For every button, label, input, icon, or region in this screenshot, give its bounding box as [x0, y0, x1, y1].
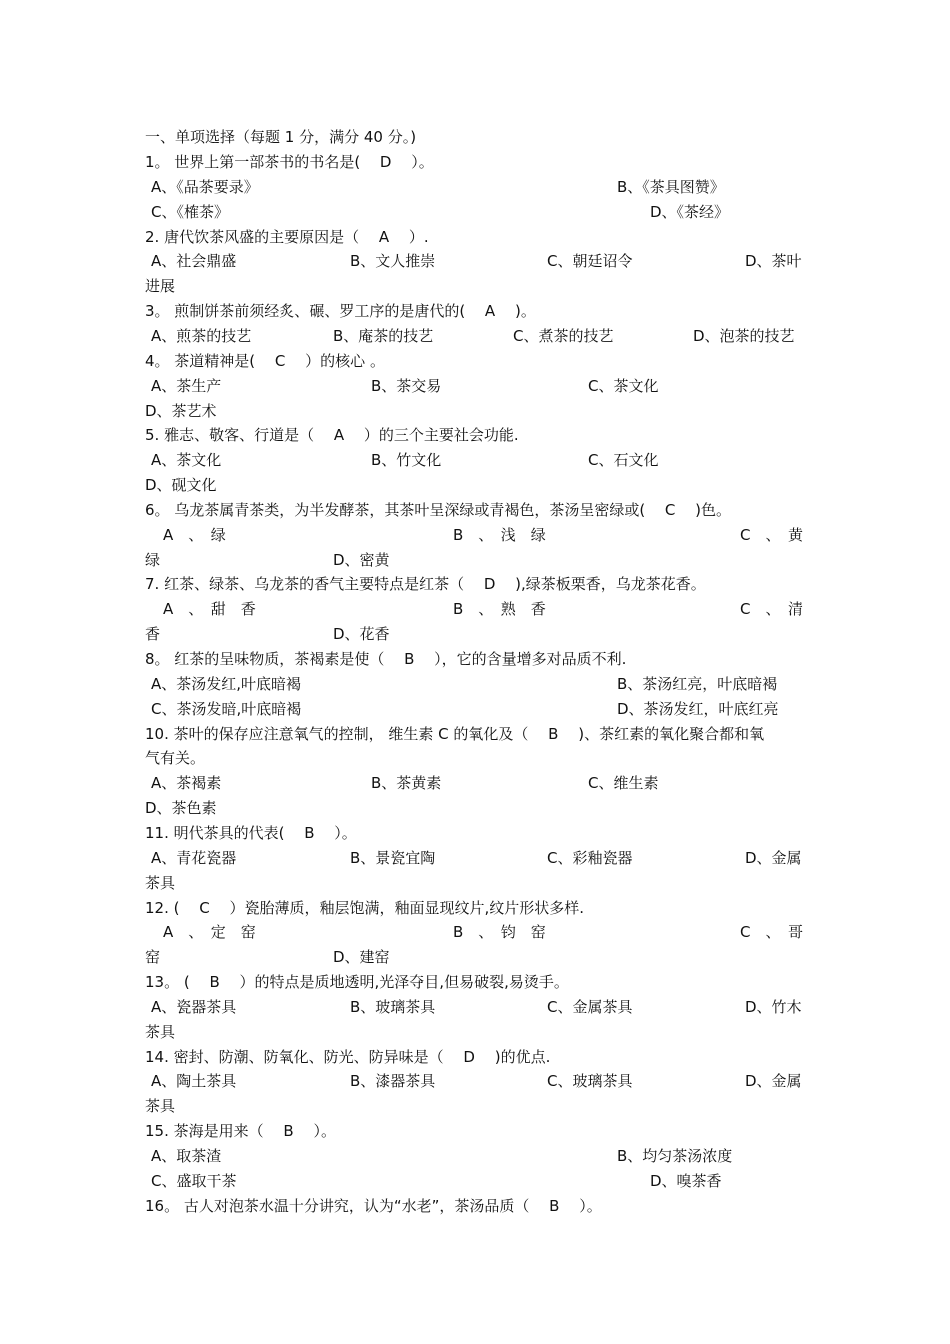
text-line — [145, 175, 805, 200]
line-text: 13。 ( B ）的特点是质地透明,光泽夺目,但易破裂,易烫手。 — [145, 973, 569, 992]
option-text: A 、 定 窑 — [163, 923, 256, 942]
option-text: C、《榷茶》 — [151, 202, 229, 221]
section-heading: 一、单项选择（每题 1 分，满分 40 分。) — [145, 128, 417, 146]
option-text: D、泡茶的技艺 — [693, 326, 795, 345]
option-text: D、茶汤发红，叶底红亮 — [617, 699, 779, 718]
text-line — [145, 622, 805, 647]
text-line — [145, 1045, 805, 1070]
text-line — [145, 225, 805, 250]
line-text: 8。 红茶的呈味物质，茶褐素是使（ B ），它的含量增多对品质不利. — [145, 650, 627, 668]
option-text: A、社会鼎盛 — [151, 252, 237, 271]
line-text: 5. 雅志、敬客、行道是（ A ）的三个主要社会功能. — [145, 426, 519, 445]
line-text: 16。 古人对泡茶水温十分讲究，认为“水老”，茶汤品质（ B ）。 — [145, 1196, 602, 1215]
option-text: A 、 绿 — [163, 525, 226, 544]
text-line — [145, 672, 805, 697]
line-text: D、茶色素 — [145, 799, 217, 818]
option-text: A 、 甜 香 — [163, 600, 256, 619]
text-line — [145, 1069, 805, 1094]
option-text: B、茶交易 — [371, 376, 442, 395]
option-text: A、青花瓷器 — [151, 848, 237, 867]
option-text: C、煮茶的技艺 — [513, 326, 614, 345]
text-line — [145, 374, 805, 399]
text-line — [145, 1094, 805, 1119]
option-text: A、取茶渣 — [151, 1147, 222, 1165]
text-line — [145, 1020, 805, 1045]
text-line — [145, 399, 805, 424]
line-text: 茶具 — [145, 873, 176, 892]
text-line — [145, 523, 805, 548]
line-text: 3。 煎制饼茶前须经炙、碾、罗工序的是唐代的( A )。 — [145, 302, 536, 321]
option-text: D、竹木 — [745, 997, 802, 1016]
line-text: 11. 明代茶具的代表( B ）。 — [145, 823, 357, 842]
option-text: B、庵茶的技艺 — [333, 326, 434, 345]
text-line — [145, 821, 805, 846]
text-line — [145, 746, 805, 771]
text-line — [145, 697, 805, 722]
option-text: D、建窑 — [333, 948, 390, 967]
option-text: B 、 浅 绿 — [453, 525, 546, 544]
text-line — [145, 871, 805, 896]
text-line — [145, 548, 805, 573]
text-line — [145, 150, 805, 175]
option-text: C 、 清 — [740, 600, 803, 619]
line-text: 7. 红茶、绿茶、乌龙茶的香气主要特点是红茶（ D ),绿茶板栗香，乌龙茶花香。 — [145, 575, 706, 594]
option-text: 香 — [145, 625, 161, 644]
option-text: C、茶文化 — [588, 376, 659, 395]
text-line — [145, 896, 805, 921]
option-text: B、玻璃茶具 — [350, 997, 436, 1016]
text-line — [145, 1194, 805, 1219]
option-text: D、嗅茶香 — [650, 1171, 722, 1190]
option-text: D、《茶经》 — [650, 202, 730, 221]
text-line — [145, 200, 805, 225]
line-text: 6。 乌龙茶属青茶类，为半发酵茶，其茶叶呈深绿或青褐色，茶汤呈密绿或( C )色。 — [145, 500, 732, 519]
option-text: B、竹文化 — [371, 451, 442, 470]
option-text: B、《茶具图赞》 — [617, 177, 725, 196]
option-text: C、石文化 — [588, 451, 659, 470]
option-text: C、玻璃茶具 — [547, 1072, 633, 1091]
option-text: C、彩釉瓷器 — [547, 848, 633, 867]
text-line — [145, 299, 805, 324]
option-text: C、茶汤发暗,叶底暗褐 — [151, 699, 302, 718]
line-text: D、茶艺术 — [145, 401, 217, 420]
option-text: A、茶生产 — [151, 376, 222, 395]
line-text: 气有关。 — [145, 749, 206, 768]
option-text: D、密黄 — [333, 550, 390, 569]
text-line — [145, 349, 805, 374]
text-line — [145, 448, 805, 473]
text-line — [145, 647, 805, 672]
text-line — [145, 846, 805, 871]
line-text: 12. ( C ）瓷胎薄质，釉层饱满，釉面显现纹片,纹片形状多样. — [145, 898, 585, 917]
text-line — [145, 274, 805, 299]
text-line — [145, 1144, 805, 1169]
option-text: C 、 哥 — [740, 923, 803, 942]
option-text: A、《品茶要录》 — [151, 177, 259, 196]
option-text: B、茶黄素 — [371, 774, 442, 793]
option-text: D、金属 — [745, 848, 802, 867]
option-text: A、茶褐素 — [151, 774, 222, 793]
option-text: B、景瓷宜陶 — [350, 848, 436, 867]
text-line — [145, 796, 805, 821]
option-text: 绿 — [145, 550, 161, 569]
text-line — [145, 771, 805, 796]
option-text: 窑 — [145, 948, 161, 967]
option-text: B 、 熟 香 — [453, 600, 546, 619]
text-line — [145, 597, 805, 622]
text-line — [145, 722, 805, 747]
text-line — [145, 995, 805, 1020]
line-text: 2. 唐代饮茶风盛的主要原因是（ A ）. — [145, 227, 429, 246]
line-text: 14. 密封、防潮、防氧化、防光、防异味是（ D )的优点. — [145, 1047, 551, 1066]
line-text: 茶具 — [145, 1097, 176, 1116]
option-text: B、文人推崇 — [350, 252, 436, 271]
line-text: D、砚文化 — [145, 476, 217, 495]
line-text: 15. 茶海是用来（ B ）。 — [145, 1122, 336, 1141]
option-text: B、均匀茶汤浓度 — [617, 1147, 733, 1165]
option-text: A、瓷器茶具 — [151, 997, 237, 1016]
option-text: C、盛取干茶 — [151, 1171, 237, 1190]
option-text: C、维生素 — [588, 774, 659, 793]
text-line — [145, 498, 805, 523]
line-text: 4。 茶道精神是( C ）的核心 。 — [145, 351, 385, 370]
line-text: 1。 世界上第一部茶书的书名是( D ）。 — [145, 153, 434, 171]
text-line — [145, 1119, 805, 1144]
option-text: C 、 黄 — [740, 525, 803, 544]
line-text: 10. 茶叶的保存应注意氧气的控制， 维生素 C 的氧化及（ B )、茶红素的氧化聚合都和氧 — [145, 724, 765, 743]
option-text: D、金属 — [745, 1072, 802, 1091]
option-text: D、茶叶 — [745, 252, 802, 271]
line-text: 进展 — [145, 277, 176, 296]
option-text: B 、 钧 窑 — [453, 923, 546, 942]
text-line — [145, 572, 805, 597]
option-text: A、茶汤发红,叶底暗褐 — [151, 674, 302, 693]
option-text: A、煎茶的技艺 — [151, 326, 252, 345]
option-text: D、花香 — [333, 625, 390, 644]
option-text: B、漆器茶具 — [350, 1072, 436, 1091]
text-line — [145, 1169, 805, 1194]
option-text: A、茶文化 — [151, 451, 222, 470]
line-text: 茶具 — [145, 1022, 176, 1041]
text-line — [145, 324, 805, 349]
option-text: A、陶土茶具 — [151, 1072, 237, 1091]
option-text: C、朝廷诏令 — [547, 252, 633, 271]
text-line — [145, 249, 805, 274]
text-line — [145, 423, 805, 448]
text-line — [145, 945, 805, 970]
option-text: C、金属茶具 — [547, 997, 633, 1016]
text-line — [145, 473, 805, 498]
text-line — [145, 970, 805, 995]
option-text: B、茶汤红亮，叶底暗褐 — [617, 674, 778, 693]
text-line — [145, 920, 805, 945]
